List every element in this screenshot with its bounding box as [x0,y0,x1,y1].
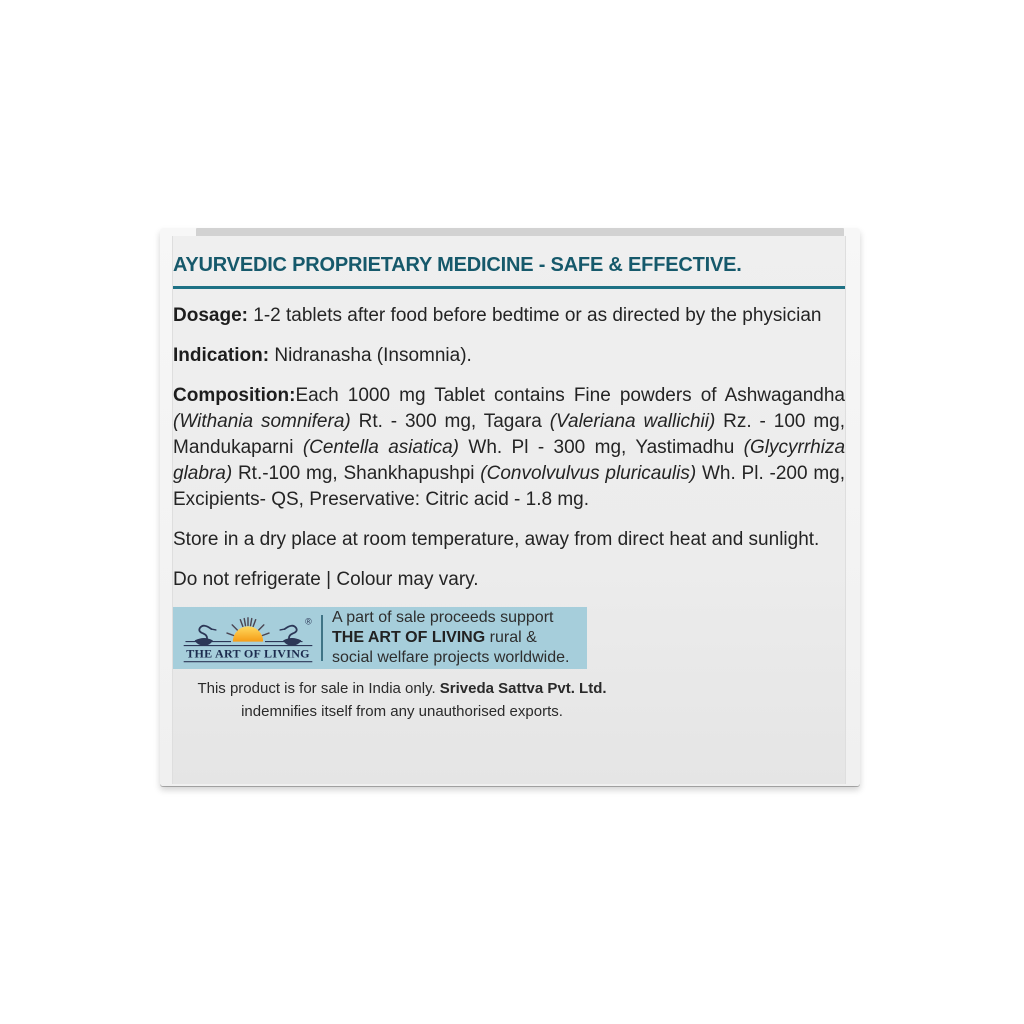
refrigerate-paragraph: Do not refrigerate | Colour may vary. [173,569,479,590]
export-note-suffix: indemnifies itself from any unauthorised exports. [241,703,563,720]
art-of-living-logo [181,612,315,664]
sun-icon [233,626,263,641]
indication-label: Indication: [173,345,270,366]
export-note-prefix: This product is for sale in India only. [197,680,440,697]
composition-label: Composition: [173,385,296,406]
label-panel [172,236,846,784]
dosage-text: 1-2 tablets after food before bedtime or as directed by the physician [247,305,822,326]
logo-wordmark: THE ART OF LIVING [186,646,310,661]
indication-paragraph [173,343,845,369]
composition-text-segment: Rt. - 300 mg, Tagara [350,411,550,432]
composition-paragraph [173,383,845,513]
composition-text-segment: Wh. Pl - 300 mg, Yastimadhu [459,437,744,458]
indication-text: Nidranasha (Insomnia). [269,345,472,366]
botanical-name: (Valeriana wallichii) [549,411,716,432]
storage-paragraph: Store in a dry place at room temperature, away from direct heat and sunlight. [173,529,820,550]
composition-text-segment: Each 1000 mg Tablet contains Fine powders of Ashwagandha [295,385,845,406]
registered-mark: ® [305,616,312,627]
product-box-back-panel [160,228,860,786]
botanical-name: (Centella asiatica) [302,437,459,458]
composition-text-segment: Rt.-100 mg, Shankhapushpi [232,463,481,484]
panel-title: AYURVEDIC PROPRIETARY MEDICINE - SAFE & EFFECTIVE. [173,254,845,289]
composition-text-segment: Wh. Pl. -200 mg, Excipients- QS, Preservative: Citric acid - 1.8 mg. [173,463,845,510]
banner-text-segment: A part of sale proceeds support [332,609,554,626]
banner-text [332,608,579,668]
botanical-name: (Glycyrrhiza glabra) [173,437,846,484]
export-note [167,677,637,723]
composition-text-segment: Rz. - 100 mg, Mandukaparni [173,411,846,458]
banner-brand-name: THE ART OF LIVING [332,629,486,646]
swan-icon-left [195,626,216,645]
banner-text-segment: rural & social welfare projects worldwide. [332,629,570,666]
banner-divider [321,615,323,661]
support-banner [173,607,587,669]
export-note-company: Sriveda Sattva Pvt. Ltd. [439,680,607,697]
dosage-paragraph [173,303,845,329]
dosage-label: Dosage: [173,305,248,326]
botanical-name: (Convolvulvus pluricaulis) [480,463,697,484]
swan-icon-right [280,626,301,645]
botanical-name: (Withania somnifera) [173,411,351,432]
